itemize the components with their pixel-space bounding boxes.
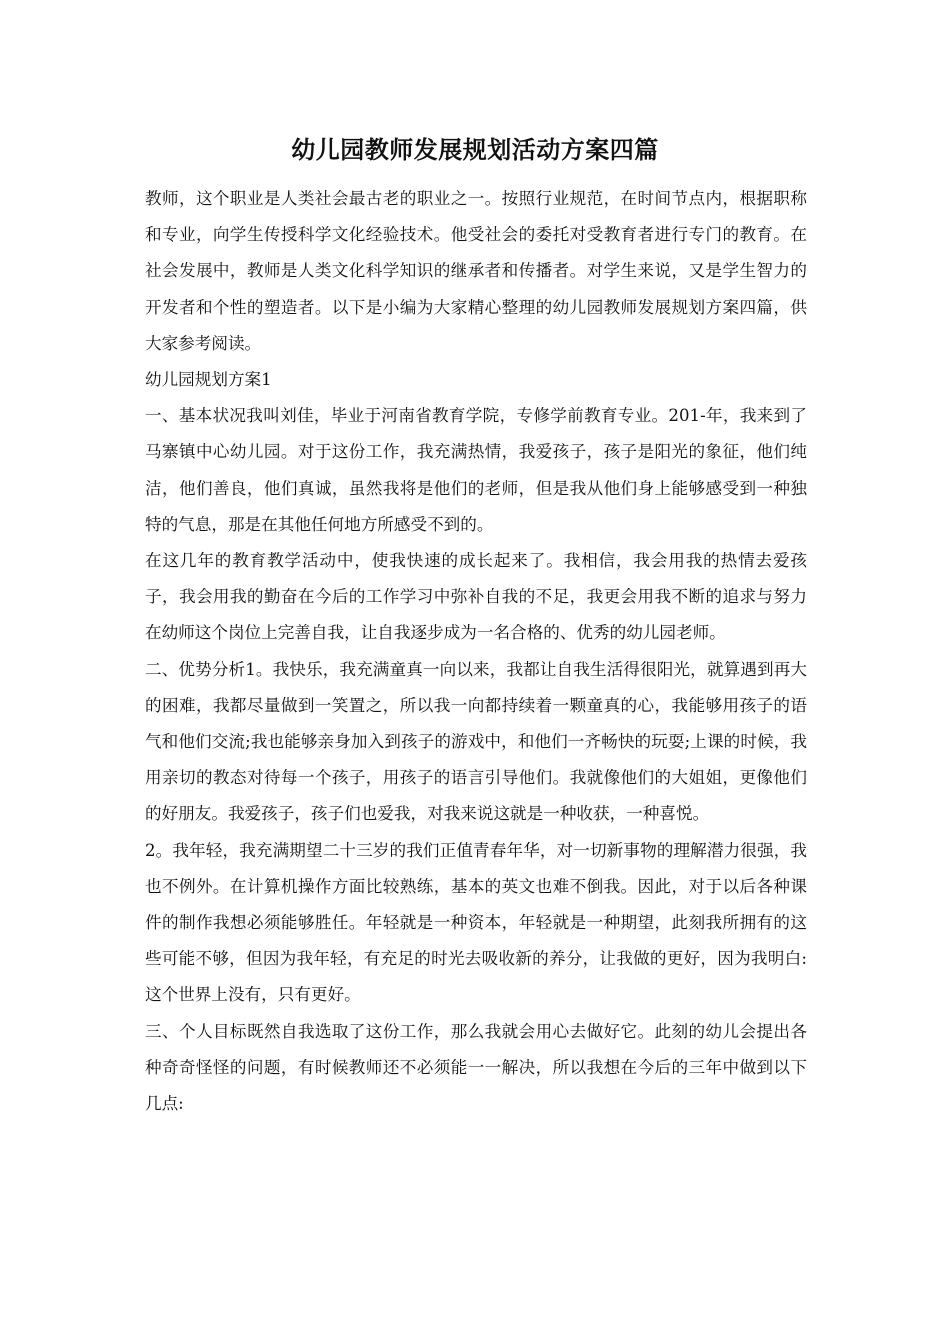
paragraph-intro: 教师，这个职业是人类社会最古老的职业之一。按照行业规范，在时间节点内，根据职称和专业，向学生传授科学文化经验技术。他受社会的委托对受教育者进行专门的教育。在社会发展中，教师是人类文化科学知识的继承者和传播者。对学生来说，又是学生智力的开发者和个性的塑造者。以下是小编为大家精心整理的幼儿园教师发展规划方案四篇，供大家参考阅读。 xyxy=(145,189,807,353)
paragraph-basic-status: 一、基本状况我叫刘佳，毕业于河南省教育学院，专修学前教育专业。201-年，我来到了马寨镇中心幼儿园。对于这份工作，我充满热情，我爱孩子，孩子是阳光的象征，他们纯洁，他们善良，他们真诚，虽然我将是他们的老师，但是我从他们身上能够感受到一种独特的气息，那是在其他任何地方所感受不到的。 xyxy=(145,406,807,534)
paragraph-advantage-2: 2。我年轻，我充满期望二十三岁的我们正值青春年华，对一切新事物的理解潜力很强，我也不例外。在计算机操作方面比较熟练，基本的英文也难不倒我。因此，对于以后各种课件的制作我想必须能够胜任。年轻就是一种资本，年轻就是一种期望，此刻我所拥有的这些可能不够，但因为我年轻，有充足的时光去吸收新的养分，让我做的更好，因为我明白:这个世界上没有，只有更好。 xyxy=(145,840,807,1005)
paragraph-advantage-1: 二、优势分析1。我快乐，我充满童真一向以来，我都让自我生活得很阳光，就算遇到再大的困难，我都尽量做到一笑置之，所以我一向都持续着一颗童真的心，我能够用孩子的语气和他们交流;我也能够亲身加入到孩子的游戏中，和他们一齐畅快的玩耍;上课的时候，我用亲切的教态对待每一个孩子，用孩子的语言引导他们。我就像他们的大姐姐，更像他们的好朋友。我爱孩子，孩子们也爱我，对我来说这就是一种收获，一种喜悦。 xyxy=(145,659,807,824)
paragraph-growth: 在这几年的教育教学活动中，使我快速的成长起来了。我相信，我会用我的热情去爱孩子，我会用我的勤奋在今后的工作学习中弥补自我的不足，我更会用我不断的追求与努力在幼师这个岗位上完善自我，让自我逐步成为一名合格的、优秀的幼儿园老师。 xyxy=(145,551,807,643)
paragraph-personal-goals: 三、个人目标既然自我选取了这份工作，那么我就会用心去做好它。此刻的幼儿会提出各种奇奇怪怪的问题，有时候教师还不必须能一一解决，所以我想在今后的三年中做到以下几点: xyxy=(145,1021,807,1114)
document-title: 幼儿园教师发展规划活动方案四篇 xyxy=(291,135,659,164)
section-heading-plan-1: 幼儿园规划方案1 xyxy=(145,370,272,390)
document-body xyxy=(145,181,807,1122)
